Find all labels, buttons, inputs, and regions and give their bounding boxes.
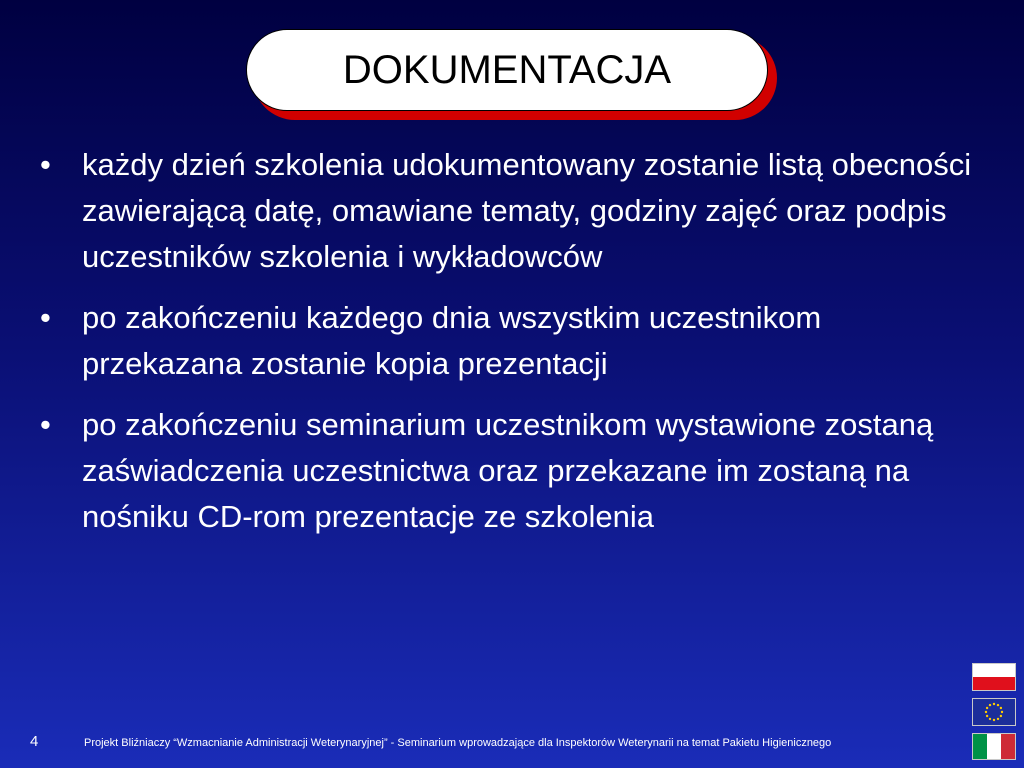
footer-text: Projekt Bliźniaczy “Wzmacnianie Administracji Weterynaryjnej” - Seminarium wprowadzające dla Inspektorów Weterynarii na temat Pakietu Higienicznego [84, 737, 832, 749]
bullet-text: po zakończeniu każdego dnia wszystkim uczestnikom przekazana zostanie kopia prezentacji [82, 300, 822, 381]
bullet-marker: • [40, 147, 51, 182]
poland-flag-icon [972, 663, 1016, 691]
bullet-text: każdy dzień szkolenia udokumentowany zostanie listą obecności zawierającą datę, omawiane tematy, godziny zajęć oraz podpis uczestników szkolenia i wykładowców [82, 147, 972, 274]
bullet-item [40, 402, 980, 540]
bullet-marker: • [40, 407, 51, 442]
bullet-marker: • [40, 300, 51, 335]
eu-flag-icon [972, 698, 1016, 726]
page-number: 4 [30, 733, 39, 750]
slide-title: DOKUMENTACJA [342, 47, 672, 92]
italy-flag-icon [972, 733, 1016, 760]
title-box [246, 29, 768, 111]
bullet-item [40, 142, 980, 280]
bullet-item [40, 295, 980, 387]
bullet-list [40, 142, 980, 555]
bullet-text: po zakończeniu seminarium uczestnikom wystawione zostaną zaświadczenia uczestnictwa oraz przekazane im zostaną na nośniku CD-rom prezentacje ze szkolenia [82, 407, 934, 534]
